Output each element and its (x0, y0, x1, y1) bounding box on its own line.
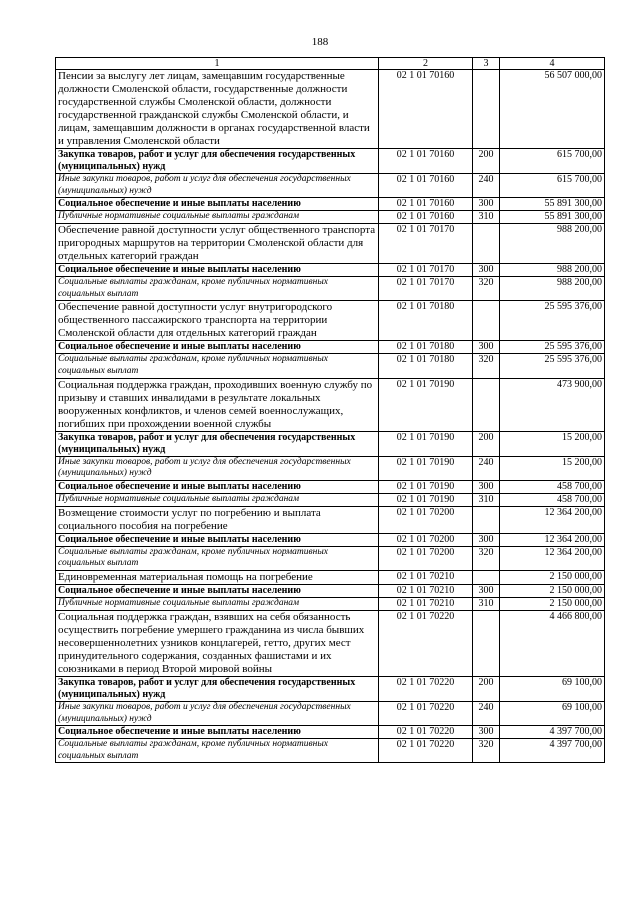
row-expense-type: 320 (473, 277, 500, 301)
row-description: Иные закупки товаров, работ и услуг для обеспечения государственных (муниципальных) нужд (56, 701, 379, 725)
table-body (56, 70, 605, 763)
row-description: Публичные нормативные социальные выплаты гражданам (56, 493, 379, 506)
row-description: Социальные выплаты гражданам, кроме публичных нормативных социальных выплат (56, 546, 379, 570)
row-description: Социальные выплаты гражданам, кроме публичных нормативных социальных выплат (56, 277, 379, 301)
row-description: Социальная поддержка граждан, взявших на себя обязанность осуществить погребение умершего гражданина из числа бывших несовершеннолетних узников концлагерей, гетто, других мест принудительного содержания, созданных фашистами и их союзниками в период Второй мировой войны (56, 610, 379, 676)
row-description: Социальное обеспечение и иные выплаты населению (56, 480, 379, 493)
row-expense-type (473, 70, 500, 149)
table-row (56, 149, 605, 174)
row-expense-type: 240 (473, 456, 500, 480)
row-description: Иные закупки товаров, работ и услуг для обеспечения государственных (муниципальных) нужд (56, 456, 379, 480)
row-target-code: 02 1 01 70220 (379, 726, 473, 739)
table-row (56, 701, 605, 725)
row-target-code: 02 1 01 70220 (379, 739, 473, 763)
row-description: Обеспечение равной доступности услуг общественного транспорта пригородных маршрутов на территории Смоленской области для отдельных категорий граждан (56, 224, 379, 264)
row-expense-type: 300 (473, 533, 500, 546)
row-expense-type (473, 378, 500, 431)
row-target-code: 02 1 01 70170 (379, 264, 473, 277)
table-row (56, 533, 605, 546)
row-description: Закупка товаров, работ и услуг для обеспечения государственных (муниципальных) нужд (56, 149, 379, 174)
column-header-4: 4 (500, 58, 605, 70)
row-amount: 2 150 000,00 (500, 570, 605, 584)
row-target-code: 02 1 01 70160 (379, 149, 473, 174)
row-target-code: 02 1 01 70220 (379, 676, 473, 701)
table-row (56, 726, 605, 739)
row-description: Социальное обеспечение и иные выплаты населению (56, 584, 379, 597)
row-expense-type: 300 (473, 584, 500, 597)
row-target-code: 02 1 01 70190 (379, 378, 473, 431)
row-target-code: 02 1 01 70200 (379, 546, 473, 570)
row-amount: 12 364 200,00 (500, 506, 605, 533)
table-row (56, 676, 605, 701)
row-description: Социальное обеспечение и иные выплаты населению (56, 726, 379, 739)
table-header-row (56, 58, 605, 70)
row-expense-type: 300 (473, 480, 500, 493)
row-target-code: 02 1 01 70190 (379, 431, 473, 456)
row-description: Единовременная материальная помощь на погребение (56, 570, 379, 584)
table-row (56, 739, 605, 763)
row-target-code: 02 1 01 70180 (379, 341, 473, 354)
row-target-code: 02 1 01 70220 (379, 701, 473, 725)
row-expense-type: 300 (473, 264, 500, 277)
table-row (56, 70, 605, 149)
row-target-code: 02 1 01 70210 (379, 584, 473, 597)
row-expense-type: 300 (473, 726, 500, 739)
table-row (56, 224, 605, 264)
row-expense-type: 300 (473, 198, 500, 211)
row-description: Возмещение стоимости услуг по погребению и выплата социального пособия на погребение (56, 506, 379, 533)
row-expense-type: 200 (473, 431, 500, 456)
row-expense-type: 200 (473, 676, 500, 701)
row-target-code: 02 1 01 70220 (379, 610, 473, 676)
table-row (56, 301, 605, 341)
row-amount: 15 200,00 (500, 456, 605, 480)
table-row (56, 584, 605, 597)
row-target-code: 02 1 01 70190 (379, 456, 473, 480)
row-amount: 56 507 000,00 (500, 70, 605, 149)
row-amount: 2 150 000,00 (500, 597, 605, 610)
table-row (56, 493, 605, 506)
row-amount: 4 466 800,00 (500, 610, 605, 676)
row-description: Социальная поддержка граждан, проходивших военную службу по призыву и ставших инвалидами в результате локальных вооруженных конфликтов, и членов семей военнослужащих, погибших при прохождении военной службы (56, 378, 379, 431)
row-amount: 25 595 376,00 (500, 341, 605, 354)
row-amount: 988 200,00 (500, 264, 605, 277)
row-expense-type: 320 (473, 546, 500, 570)
row-amount: 988 200,00 (500, 224, 605, 264)
row-target-code: 02 1 01 70210 (379, 570, 473, 584)
table-row (56, 570, 605, 584)
table-row (56, 264, 605, 277)
table-row (56, 198, 605, 211)
row-amount: 458 700,00 (500, 480, 605, 493)
row-target-code: 02 1 01 70180 (379, 354, 473, 378)
row-expense-type: 320 (473, 739, 500, 763)
table-row (56, 174, 605, 198)
table-row (56, 506, 605, 533)
column-header-2: 2 (379, 58, 473, 70)
row-expense-type: 320 (473, 354, 500, 378)
row-amount: 15 200,00 (500, 431, 605, 456)
row-amount: 2 150 000,00 (500, 584, 605, 597)
table-row (56, 597, 605, 610)
row-amount: 988 200,00 (500, 277, 605, 301)
row-description: Пенсии за выслугу лет лицам, замещавшим государственные должности Смоленской области, государственные должности государственной службы Смоленской области, должности государственной гражданской службы Смоленской области, и лицам, замещавшим должности в органах государственной власти и управления Смоленской области (56, 70, 379, 149)
row-target-code: 02 1 01 70170 (379, 224, 473, 264)
row-target-code: 02 1 01 70160 (379, 211, 473, 224)
table-row (56, 354, 605, 378)
row-description: Публичные нормативные социальные выплаты гражданам (56, 597, 379, 610)
row-description: Закупка товаров, работ и услуг для обеспечения государственных (муниципальных) нужд (56, 676, 379, 701)
row-description: Публичные нормативные социальные выплаты гражданам (56, 211, 379, 224)
row-description: Социальное обеспечение и иные выплаты населению (56, 533, 379, 546)
table-row (56, 610, 605, 676)
row-target-code: 02 1 01 70190 (379, 480, 473, 493)
row-description: Социальное обеспечение и иные выплаты населению (56, 198, 379, 211)
row-amount: 4 397 700,00 (500, 726, 605, 739)
row-target-code: 02 1 01 70210 (379, 597, 473, 610)
row-expense-type: 240 (473, 701, 500, 725)
row-amount: 4 397 700,00 (500, 739, 605, 763)
row-expense-type (473, 301, 500, 341)
row-expense-type (473, 506, 500, 533)
row-description: Социальное обеспечение и иные выплаты населению (56, 341, 379, 354)
row-amount: 12 364 200,00 (500, 533, 605, 546)
row-target-code: 02 1 01 70190 (379, 493, 473, 506)
row-amount: 69 100,00 (500, 701, 605, 725)
row-amount: 55 891 300,00 (500, 211, 605, 224)
table-row (56, 546, 605, 570)
row-expense-type (473, 570, 500, 584)
row-description: Закупка товаров, работ и услуг для обеспечения государственных (муниципальных) нужд (56, 431, 379, 456)
budget-table (55, 57, 605, 763)
row-target-code: 02 1 01 70160 (379, 174, 473, 198)
row-target-code: 02 1 01 70180 (379, 301, 473, 341)
row-expense-type: 240 (473, 174, 500, 198)
row-amount: 458 700,00 (500, 493, 605, 506)
row-expense-type (473, 224, 500, 264)
row-amount: 615 700,00 (500, 149, 605, 174)
row-amount: 12 364 200,00 (500, 546, 605, 570)
row-expense-type: 310 (473, 211, 500, 224)
table-row (56, 431, 605, 456)
row-expense-type: 310 (473, 493, 500, 506)
row-amount: 615 700,00 (500, 174, 605, 198)
table-row (56, 456, 605, 480)
row-amount: 69 100,00 (500, 676, 605, 701)
row-target-code: 02 1 01 70200 (379, 533, 473, 546)
row-target-code: 02 1 01 70200 (379, 506, 473, 533)
row-amount: 55 891 300,00 (500, 198, 605, 211)
column-header-3: 3 (473, 58, 500, 70)
row-target-code: 02 1 01 70160 (379, 198, 473, 211)
row-target-code: 02 1 01 70170 (379, 277, 473, 301)
row-amount: 25 595 376,00 (500, 354, 605, 378)
row-expense-type: 310 (473, 597, 500, 610)
row-expense-type (473, 610, 500, 676)
page-number: 188 (311, 36, 329, 48)
row-target-code: 02 1 01 70160 (379, 70, 473, 149)
row-description: Социальные выплаты гражданам, кроме публичных нормативных социальных выплат (56, 739, 379, 763)
row-amount: 473 900,00 (500, 378, 605, 431)
table-row (56, 211, 605, 224)
row-description: Иные закупки товаров, работ и услуг для обеспечения государственных (муниципальных) нужд (56, 174, 379, 198)
row-description: Социальное обеспечение и иные выплаты населению (56, 264, 379, 277)
row-description: Обеспечение равной доступности услуг внутригородского общественного пассажирского транспорта на территории Смоленской области для отдельных категорий граждан (56, 301, 379, 341)
row-expense-type: 200 (473, 149, 500, 174)
row-description: Социальные выплаты гражданам, кроме публичных нормативных социальных выплат (56, 354, 379, 378)
table-row (56, 480, 605, 493)
row-expense-type: 300 (473, 341, 500, 354)
table-row (56, 277, 605, 301)
column-header-1: 1 (56, 58, 379, 70)
table-row (56, 378, 605, 431)
row-amount: 25 595 376,00 (500, 301, 605, 341)
table-row (56, 341, 605, 354)
